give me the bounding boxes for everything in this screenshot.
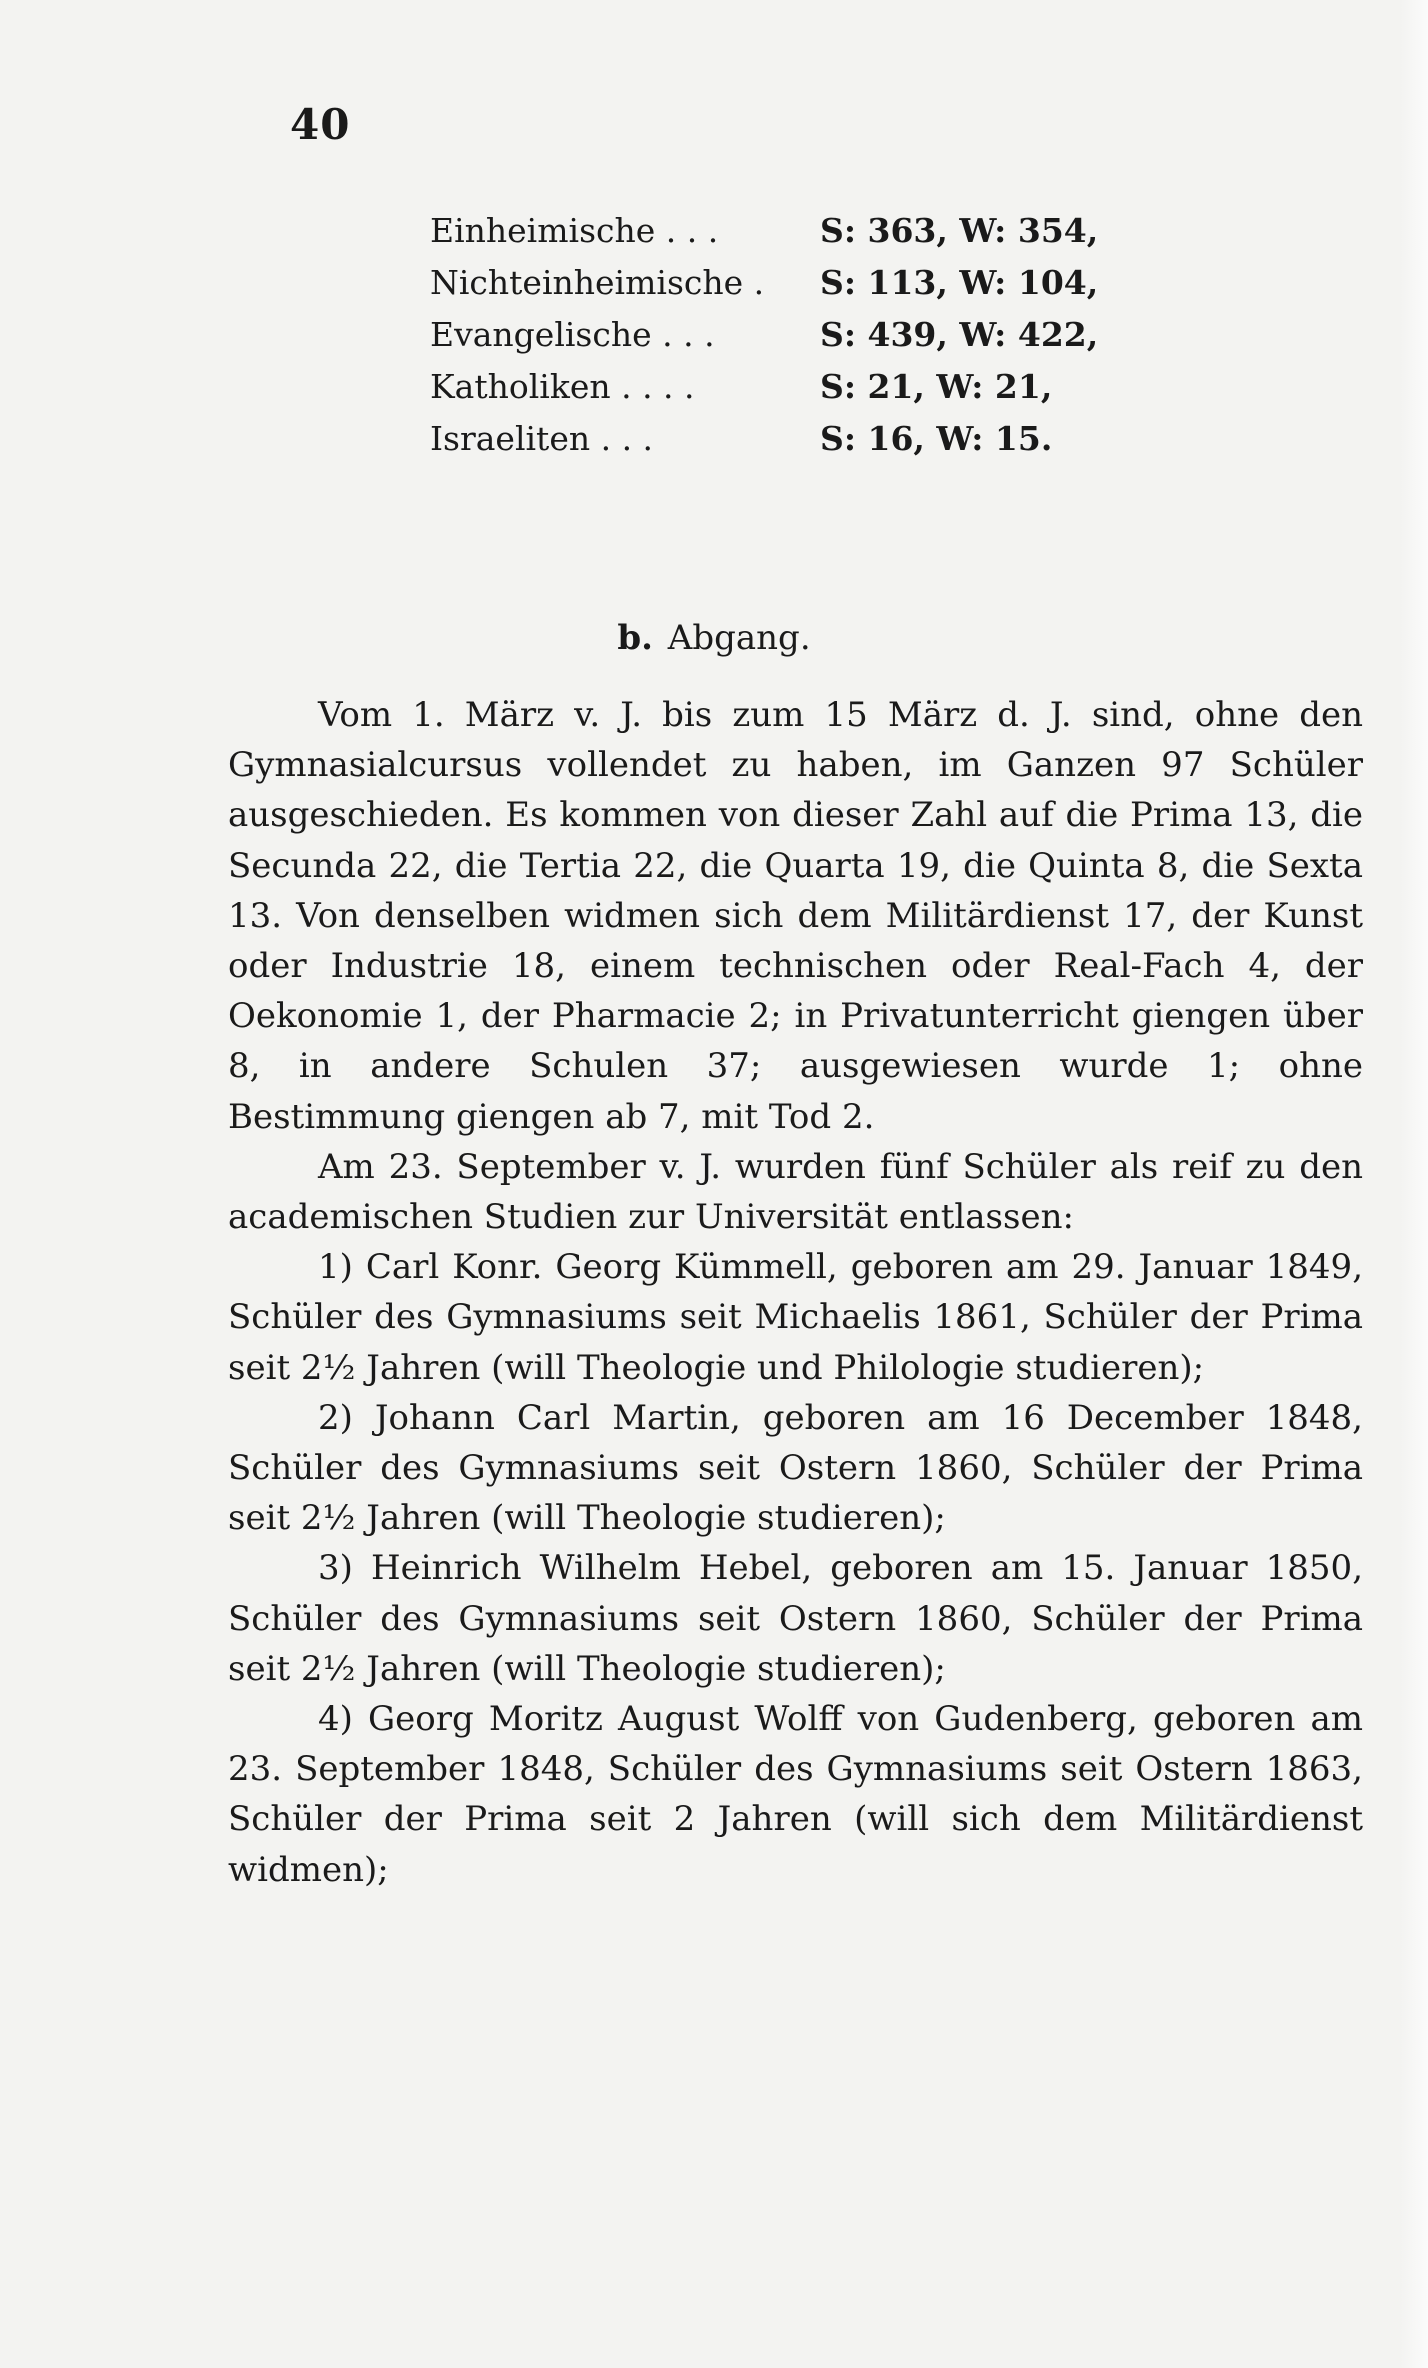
- paragraph-graduate-2: 2) Johann Carl Martin, geboren am 16 December 1848, Schüler des Gymnasiums seit Ostern 1860, Schüler der Prima seit 2½ Jahren (will Theologie studieren);: [228, 1397, 1363, 1539]
- enrollment-stats: [430, 205, 1190, 465]
- stat-row: [430, 361, 1190, 413]
- section-letter: b.: [617, 618, 653, 658]
- page-number: 40: [290, 100, 351, 149]
- stat-row: [430, 413, 1190, 465]
- stat-values: S: 439, W: 422,: [820, 315, 1099, 354]
- stat-values: S: 113, W: 104,: [820, 263, 1099, 302]
- bleed-through-text: [240, 228, 250, 266]
- stat-values: S: 16, W: 15.: [820, 419, 1053, 458]
- stat-label: Nichteinheimische .: [430, 263, 765, 302]
- stat-values: S: 363, W: 354,: [820, 211, 1099, 250]
- section-heading: [0, 618, 1428, 658]
- paragraph-graduate-3: 3) Heinrich Wilhelm Hebel, geboren am 15. Januar 1850, Schüler des Gymnasiums seit Ostern 1860, Schüler der Prima seit 2½ Jahren (will Theologie studieren);: [228, 1548, 1363, 1689]
- paragraph-graduate-4: 4) Georg Moritz August Wolff von Gudenberg, geboren am 23. September 1848, Schüler des Gymnasiums seit Ostern 1863, Schüler der Prima seit 2 Jahren (will sich dem Militärdienst widmen);: [228, 1699, 1363, 1890]
- body-text: [228, 690, 1363, 1895]
- stat-label: Evangelische . . .: [430, 315, 715, 354]
- stat-row: [430, 205, 1190, 257]
- stat-label: Einheimische . . .: [430, 211, 719, 250]
- stat-row: [430, 309, 1190, 361]
- stat-label: Katholiken . . . .: [430, 367, 695, 406]
- section-title: Abgang.: [667, 618, 811, 658]
- stat-row: [430, 257, 1190, 309]
- paragraph-graduates-intro: Am 23. September v. J. wurden fünf Schüler als reif zu den academischen Studien zur Universität entlassen:: [228, 1146, 1363, 1238]
- stat-label: Israeliten . . .: [430, 419, 654, 458]
- paragraph-graduate-1: 1) Carl Konr. Georg Kümmell, geboren am 29. Januar 1849, Schüler des Gymnasiums seit Michaelis 1861, Schüler der Prima seit 2½ Jahren (will Theologie und Philologie studieren);: [228, 1247, 1363, 1388]
- paragraph-departures: Vom 1. März v. J. bis zum 15 März d. J. sind, ohne den Gymnasialcursus vollendet zu haben, im Ganzen 97 Schüler ausgeschieden. Es kommen von dieser Zahl auf die Prima 13, die Secunda 22, die Tertia 22, die Quarta 19, die Quinta 8, die Sexta 13. Von denselben widmen sich dem Militärdienst 17, der Kunst oder Industrie 18, einem technischen oder Real-Fach 4, der Oekonomie 1, der Pharmacie 2; in Privatunterricht giengen über 8, in andere Schulen 37; ausgewiesen wurde 1; ohne Bestimmung giengen ab 7, mit Tod 2.: [228, 695, 1363, 1137]
- stat-values: S: 21, W: 21,: [820, 367, 1053, 406]
